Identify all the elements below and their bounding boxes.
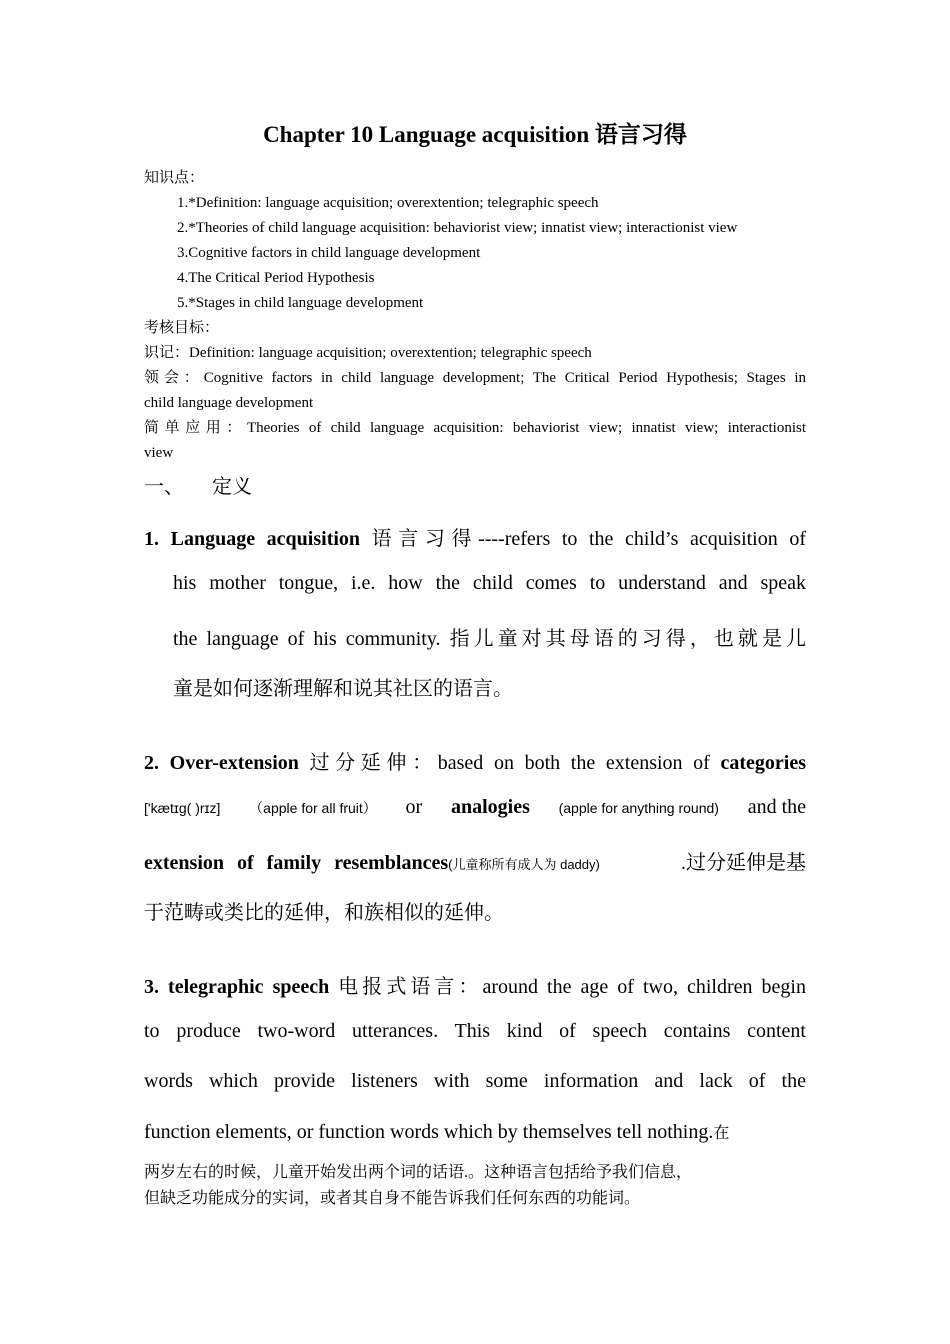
- def3-line1: [144, 970, 806, 999]
- section-number: 一、: [144, 476, 184, 498]
- def2-example3: (儿童称所有成人为 daddy): [448, 857, 600, 872]
- def3-line4: [144, 1120, 729, 1144]
- section-title: 定义: [212, 476, 252, 498]
- def3-line1-text: 电报式语言：around the age of two, children begin: [329, 976, 806, 998]
- def2-example2: (apple for anything round): [558, 800, 719, 816]
- def2-or: or: [405, 796, 423, 818]
- def2-line1: [144, 746, 806, 775]
- def2-line4: 于范畴或类比的延伸，和族相似的延伸。: [144, 902, 504, 924]
- def2-example1: （apple for all fruit）: [249, 800, 377, 816]
- page-title: Chapter 10 Language acquisition 语言习得: [263, 122, 687, 147]
- def1-term: 1. Language acquisition: [144, 528, 361, 550]
- knowledge-point-item: 5.*Stages in child language development: [177, 295, 424, 311]
- def3-line4-tail: 在: [713, 1125, 730, 1142]
- def2-line3-text: .过分延伸是基: [681, 852, 806, 874]
- objectives-heading: 考核目标：: [144, 320, 220, 336]
- def1-line3: the language of his community. 指儿童对其母语的习得，也就是儿: [173, 628, 806, 650]
- def2-line2: [144, 796, 806, 819]
- def3-line2: to produce two-word utterances. This kind of speech contains content: [144, 1020, 806, 1042]
- def1-line4: 童是如何逐渐理解和说其社区的语言。: [173, 678, 513, 700]
- def2-family: extension of family resemblances: [144, 852, 449, 874]
- def1-line2: his mother tongue, i.e. how the child comes to understand and speak: [173, 572, 806, 594]
- def2-line1-text: 过分延伸：based on both the extension of: [298, 752, 721, 774]
- objective-recall: 识记：Definition: language acquisition; overextention; telegraphic speech: [144, 345, 592, 361]
- def2-categories: categories: [720, 752, 807, 774]
- objective-understand-line2: child language development: [144, 395, 314, 411]
- def3-term: 3. telegraphic speech: [144, 976, 330, 998]
- knowledge-point-item: 4.The Critical Period Hypothesis: [177, 270, 375, 286]
- def2-term: 2. Over-extension: [144, 752, 299, 774]
- def2-and-the: and the: [747, 796, 806, 818]
- objective-apply-line2: view: [144, 445, 174, 461]
- knowledge-point-item: 2.*Theories of child language acquisition: behaviorist view; innatist view; interactionist view: [177, 220, 738, 236]
- def3-line4-text: function elements, or function words which by themselves tell nothing.: [144, 1121, 714, 1143]
- def1-line1-text: 语言习得----refers to the child’s acquisition of: [360, 528, 807, 550]
- knowledge-point-item: 1.*Definition: language acquisition; overextention; telegraphic speech: [177, 195, 599, 211]
- objective-understand-line1: 领会：Cognitive factors in child language development; The Critical Period Hypothesis; Stages in: [144, 370, 806, 386]
- def2-line3: [144, 846, 806, 875]
- def3-line6: 但缺乏功能成分的实词，或者其自身不能告诉我们任何东西的功能词。: [144, 1190, 641, 1207]
- objective-apply-line1: 简单应用：Theories of child language acquisition: behaviorist view; innatist view; interactionist: [144, 420, 806, 436]
- def2-analogies: analogies: [450, 796, 530, 818]
- knowledge-point-item: 3.Cognitive factors in child language development: [177, 245, 481, 261]
- knowledge-points-heading: 知识点：: [144, 170, 205, 186]
- def2-phonetic: ['kætɪɡ( )rɪz]: [144, 800, 221, 816]
- def3-line3: words which provide listeners with some information and lack of the: [144, 1070, 806, 1092]
- def1-line1: [144, 522, 806, 551]
- def3-line5: 两岁左右的时候，儿童开始发出两个词的话语.。这种语言包括给予我们信息，: [144, 1164, 693, 1181]
